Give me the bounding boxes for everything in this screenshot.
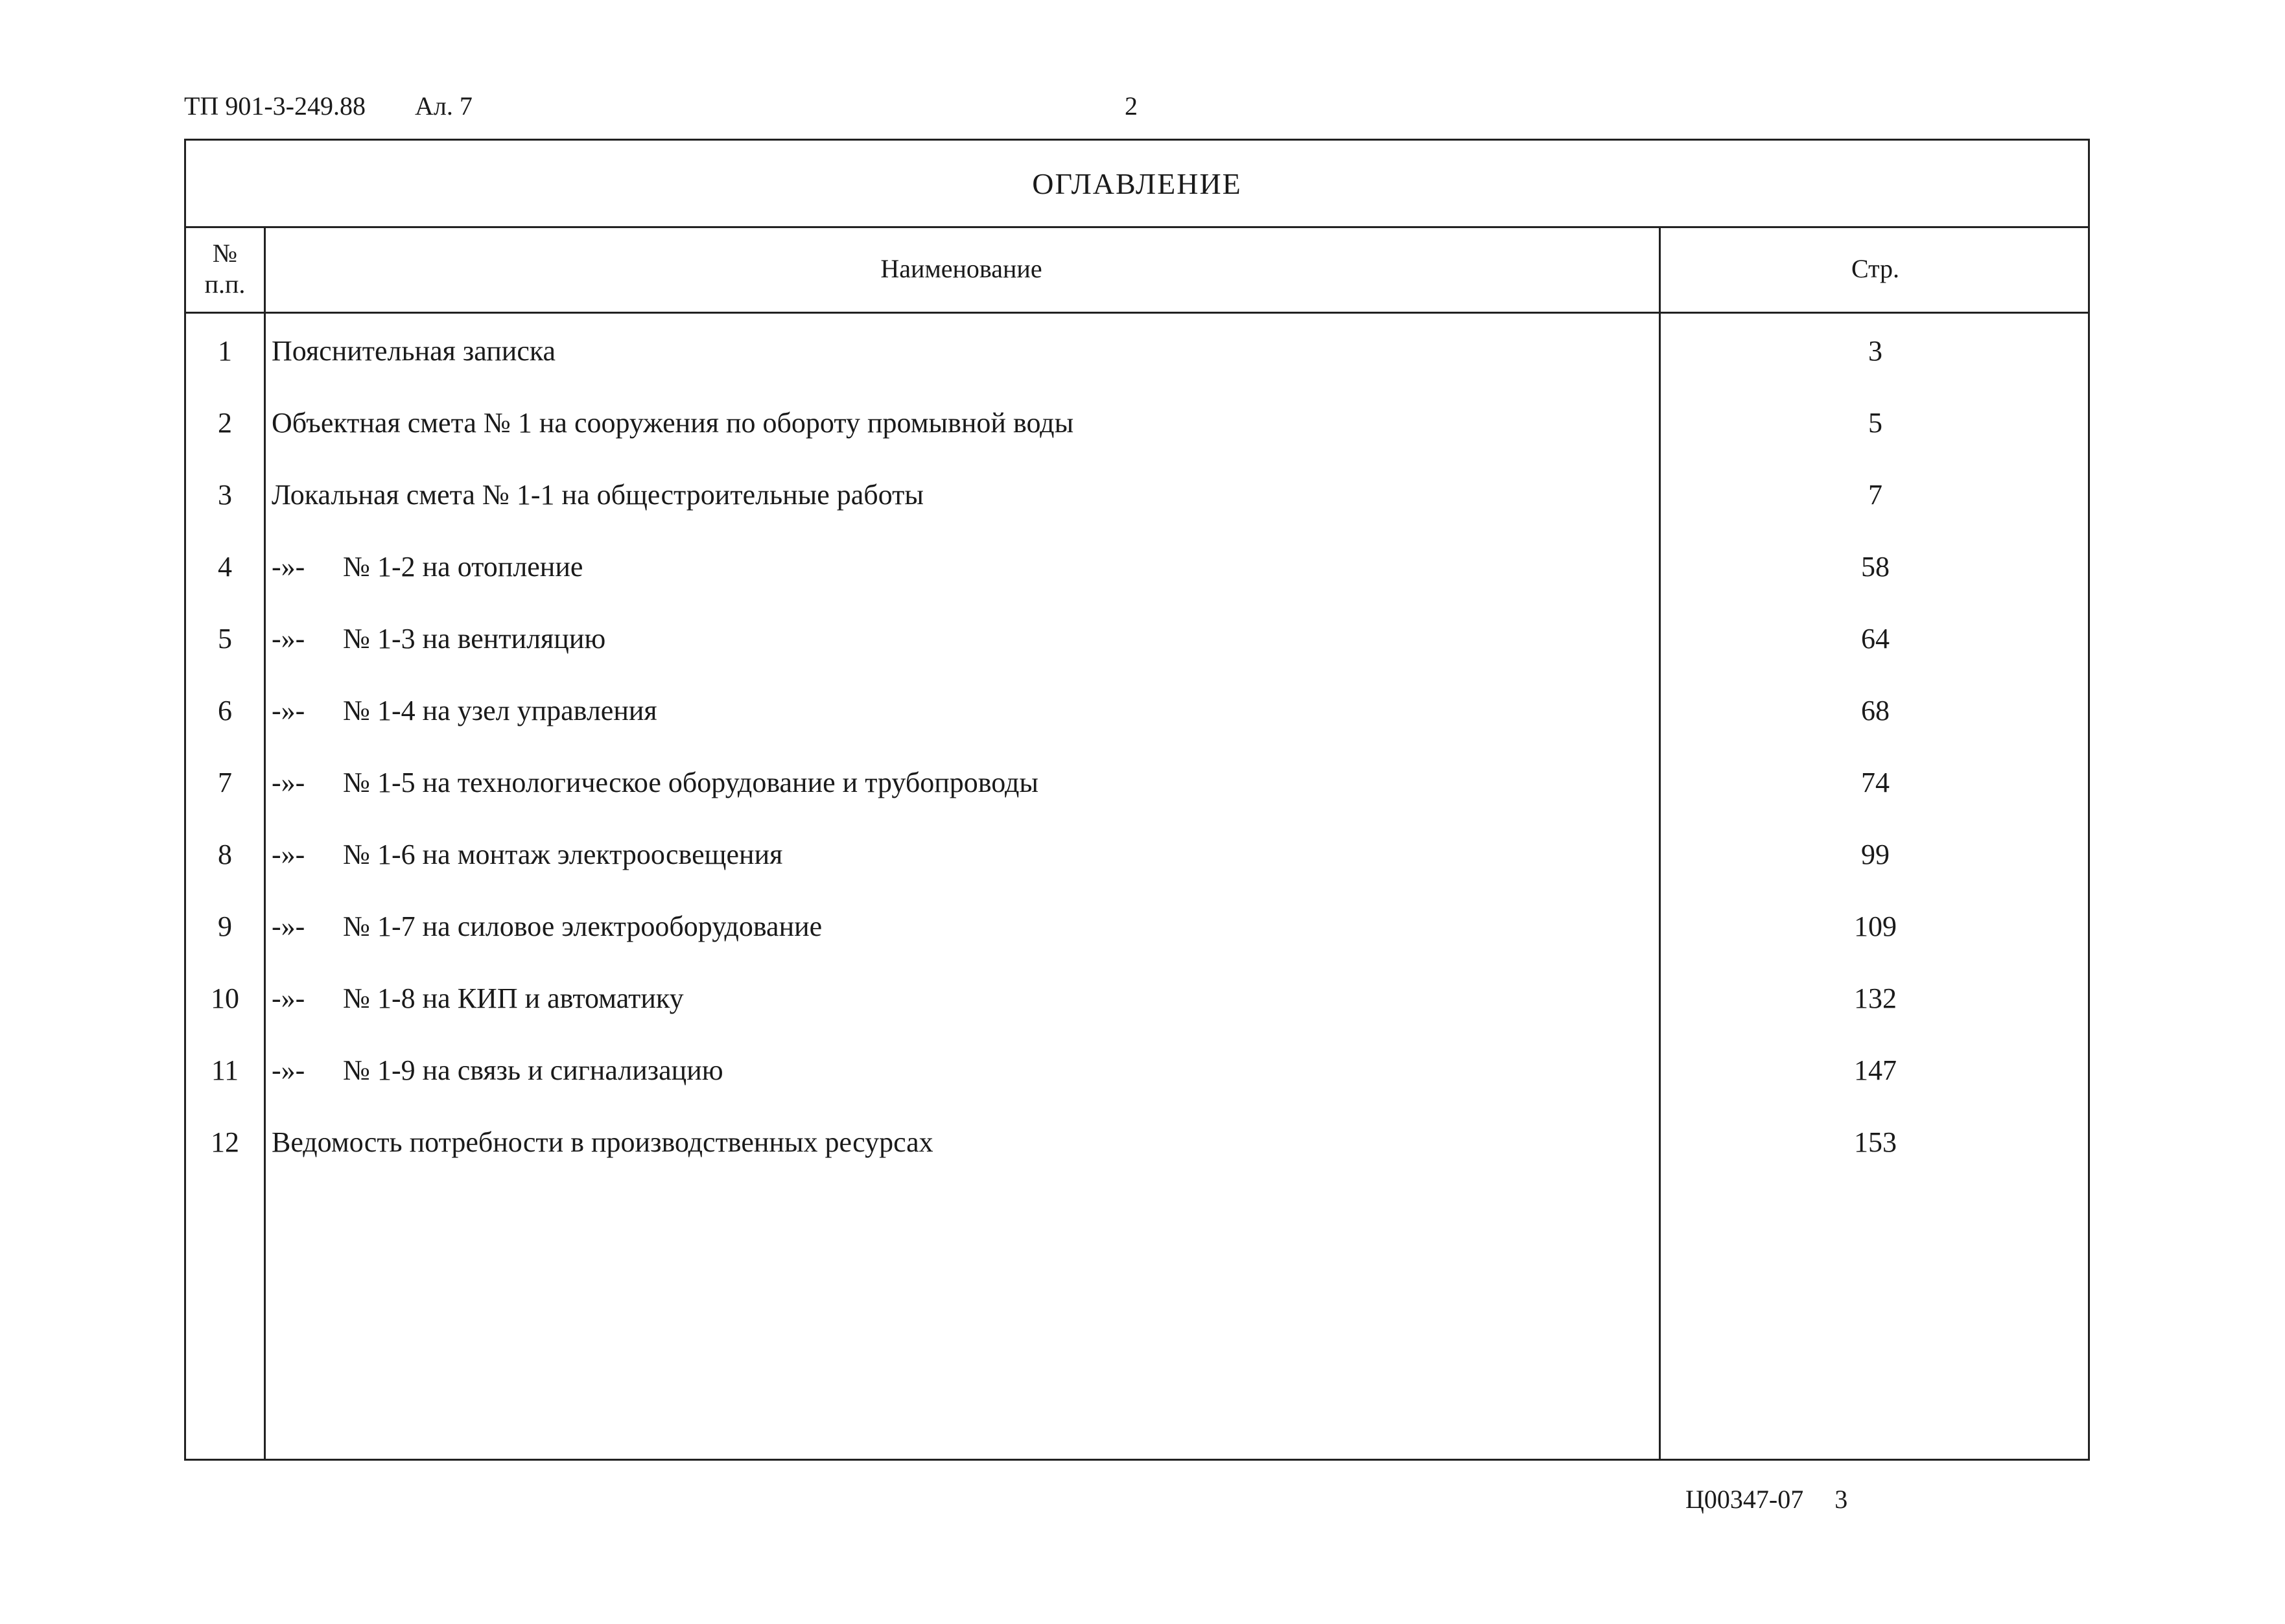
row-title <box>272 547 1646 586</box>
album-number: Ал. 7 <box>415 91 473 121</box>
row-page: 153 <box>1854 1126 1897 1158</box>
row-title-text: № 1-7 на силовое электрооборудование <box>343 910 823 942</box>
row-page: 74 <box>1861 766 1890 798</box>
row-title <box>272 763 1646 802</box>
row-title <box>272 835 1646 874</box>
ditto-mark: -»- <box>272 1054 305 1086</box>
row-title-text: № 1-4 на узел управления <box>343 694 657 726</box>
table-row <box>186 547 2088 619</box>
footer-sheet: 3 <box>1834 1485 1848 1514</box>
table-row <box>186 331 2088 403</box>
row-number: 2 <box>218 406 232 439</box>
row-number: 12 <box>211 1126 239 1158</box>
row-number: 1 <box>218 334 232 367</box>
row-title-text: № 1-3 на вентиляцию <box>343 622 606 655</box>
table-row <box>186 475 2088 547</box>
footer <box>1685 1484 1879 1514</box>
row-title <box>272 1050 1646 1089</box>
row-title <box>272 403 1646 442</box>
row-title-text: Ведомость потребности в производственных ресурсах <box>272 1126 933 1158</box>
row-title-text: № 1-2 на отопление <box>343 550 583 583</box>
row-page: 5 <box>1868 406 1882 439</box>
table-row <box>186 835 2088 907</box>
row-title-text: № 1-9 на связь и сигнализацию <box>343 1054 723 1086</box>
table-row <box>186 763 2088 835</box>
row-number: 9 <box>218 910 232 942</box>
header-number <box>186 226 264 312</box>
row-title <box>272 619 1646 658</box>
row-page: 147 <box>1854 1054 1897 1086</box>
row-page: 99 <box>1861 838 1890 870</box>
ditto-mark: -»- <box>272 694 305 726</box>
row-title <box>272 475 1646 514</box>
table-row <box>186 619 2088 691</box>
row-page: 64 <box>1861 622 1890 655</box>
header-number-abbr: п.п. <box>204 270 246 299</box>
row-title-text: № 1-8 на КИП и автоматику <box>343 982 684 1014</box>
table-row <box>186 403 2088 475</box>
row-page: 132 <box>1854 982 1897 1014</box>
footer-code: Ц00347-07 <box>1685 1485 1804 1514</box>
row-title-text: № 1-5 на технологическое оборудование и трубопроводы <box>343 766 1038 798</box>
table-row <box>186 979 2088 1050</box>
row-title <box>272 1122 1646 1161</box>
row-number: 7 <box>218 766 232 798</box>
header-number-symbol: № <box>212 238 238 268</box>
row-number: 6 <box>218 694 232 726</box>
row-page: 109 <box>1854 910 1897 942</box>
row-title <box>272 907 1646 945</box>
document-code: ТП 901-3-249.88 <box>184 91 366 121</box>
row-title <box>272 691 1646 730</box>
ditto-mark: -»- <box>272 910 305 942</box>
row-number: 11 <box>211 1054 239 1086</box>
table-row <box>186 691 2088 763</box>
ditto-mark: -»- <box>272 766 305 798</box>
row-page: 3 <box>1868 334 1882 367</box>
row-title-text: Локальная смета № 1-1 на общестроительные работы <box>272 478 924 511</box>
header-page: Стр. <box>1851 254 1900 283</box>
table-body <box>186 312 2088 1194</box>
ditto-mark: -»- <box>272 982 305 1014</box>
page-number: 2 <box>1125 91 1138 121</box>
header-name: Наименование <box>880 254 1042 283</box>
ditto-mark: -»- <box>272 622 305 655</box>
row-number: 8 <box>218 838 232 870</box>
contents-table <box>184 139 2090 1461</box>
row-title <box>272 331 1646 370</box>
table-row <box>186 1122 2088 1194</box>
row-title <box>272 979 1646 1017</box>
row-page: 68 <box>1861 694 1890 726</box>
row-number: 5 <box>218 622 232 655</box>
ditto-mark: -»- <box>272 550 305 583</box>
row-page: 7 <box>1868 478 1882 511</box>
row-number: 10 <box>211 982 239 1014</box>
table-title: ОГЛАВЛЕНИЕ <box>186 141 2088 228</box>
row-number: 4 <box>218 550 232 583</box>
ditto-mark: -»- <box>272 838 305 870</box>
row-page: 58 <box>1861 550 1890 583</box>
table-header-row <box>186 226 2088 314</box>
table-row <box>186 1050 2088 1122</box>
row-title-text: Объектная смета № 1 на сооружения по обороту промывной воды <box>272 406 1074 439</box>
table-row <box>186 907 2088 979</box>
row-number: 3 <box>218 478 232 511</box>
row-title-text: Пояснительная записка <box>272 334 556 367</box>
row-title-text: № 1-6 на монтаж электроосвещения <box>343 838 783 870</box>
